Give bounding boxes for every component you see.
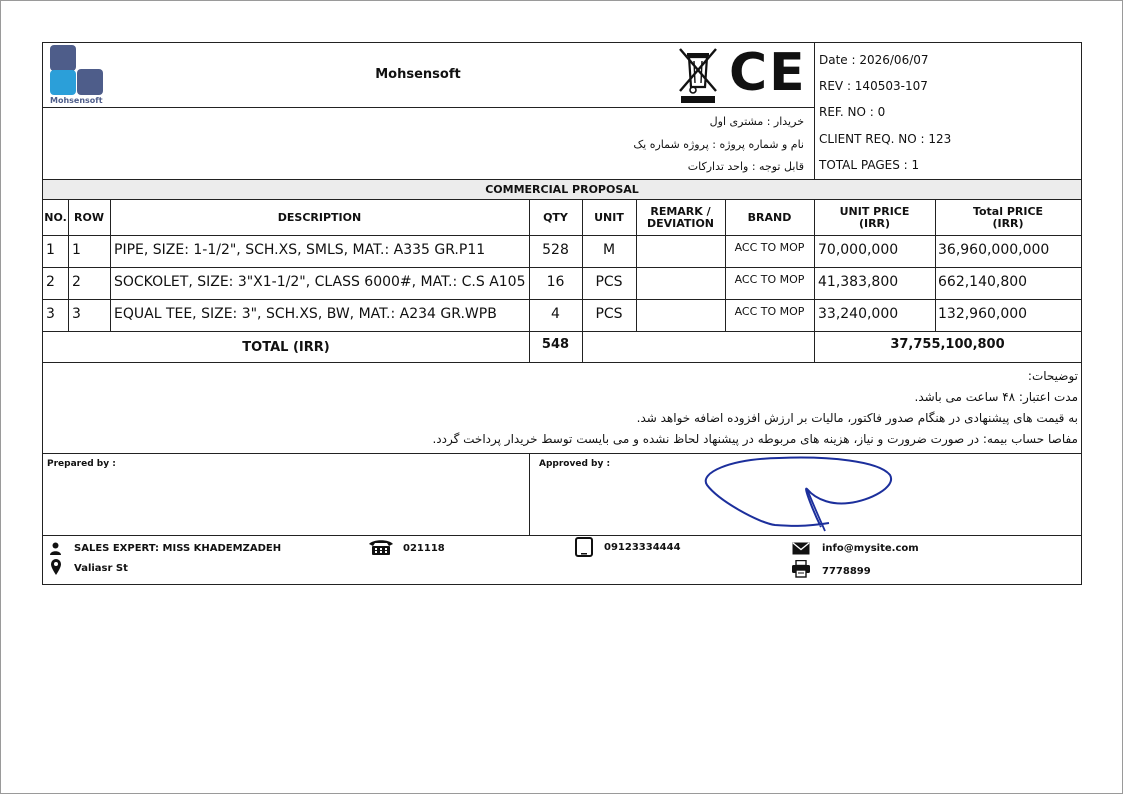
table-row-1-description: PIPE, SIZE: 1-1/2", SCH.XS, SMLS, MAT.: A335 GR.P11 [114, 242, 486, 258]
table-row-2-row: 2 [72, 274, 81, 290]
notes-title: توضیحات: [1027, 369, 1078, 383]
header-mid-divider [43, 107, 814, 108]
mobile-icon [574, 537, 594, 557]
ref-no-label: REF. NO : 0 [819, 105, 886, 119]
weee-bin-icon [677, 45, 719, 105]
rev-label: REV : 140503-107 [819, 79, 928, 93]
table-row-3-bottom [43, 331, 1081, 332]
table-row-1-unit: M [602, 242, 616, 258]
company-name: Mohsensoft [375, 67, 461, 82]
table-row-3-no: 3 [46, 306, 55, 322]
prepared-by-label: Prepared by : [47, 459, 116, 469]
mobile-number: 09123334444 [604, 542, 681, 553]
attention-label: قابل توجه : واحد تدارکات [687, 160, 804, 173]
signature-image [699, 453, 899, 537]
col-divider-1 [68, 200, 69, 331]
company-logo [47, 43, 107, 107]
col-divider-7 [814, 200, 815, 362]
table-row-1-row: 1 [72, 242, 81, 258]
table-row-2-unit: PCS [595, 274, 623, 290]
col-header-remark-line1: REMARK / [650, 205, 711, 218]
col-header-remark-line2: DEVIATION [646, 217, 715, 230]
col-divider-5 [636, 200, 637, 331]
col-header-unit-price-line2: (IRR) [858, 217, 891, 230]
col-header-total-price-line2: (IRR) [992, 217, 1024, 230]
table-row-3-qty: 4 [551, 306, 560, 322]
signature-divider [529, 453, 530, 535]
client-req-label: CLIENT REQ. NO : 123 [819, 132, 952, 146]
table-row-1-bottom [43, 267, 1081, 268]
ce-mark-icon [729, 43, 807, 103]
address: Valiasr St [74, 563, 128, 574]
table-row-2-qty: 16 [546, 274, 565, 290]
table-row-1-total-price: 36,960,000,000 [938, 242, 1050, 258]
col-divider-6 [725, 200, 726, 331]
logo-text: Mohsensoft [50, 96, 103, 105]
fax-printer-icon [791, 560, 811, 578]
table-row-3-unit: PCS [595, 306, 623, 322]
phone-number: 021118 [403, 543, 445, 554]
email-address: info@mysite.com [822, 543, 919, 554]
table-row-3-brand: ACC TO MOP [734, 305, 805, 318]
sales-expert: SALES EXPERT: MISS KHADEMZADEH [74, 543, 282, 554]
table-header-bottom [43, 235, 1081, 236]
notes-bottom [43, 453, 1081, 454]
notes-line-1: مدت اعتبار: ۴۸ ساعت می باشد. [914, 390, 1078, 404]
section-title: COMMERCIAL PROPOSAL [485, 183, 639, 196]
mail-icon [792, 540, 810, 553]
col-divider-2 [110, 200, 111, 331]
table-row-1-no: 1 [46, 242, 55, 258]
table-row-2-brand: ACC TO MOP [734, 273, 805, 286]
notes-line-3: مفاصا حساب بیمه: در صورت ضرورت و نیاز، هزینه های مربوطه در پیشنهاد لحاظ نشده و می بایست توسط خریدار پرداخت گردد. [432, 432, 1078, 446]
col-header-row: ROW [74, 211, 104, 224]
table-row-2-unit-price: 41,383,800 [818, 274, 899, 290]
table-row-2-total-price: 662,140,800 [938, 274, 1028, 290]
fax-number: 7778899 [822, 566, 871, 577]
col-header-description: DESCRIPTION [277, 211, 362, 224]
person-icon [49, 540, 62, 553]
buyer-label: خریدار : مشتری اول [709, 115, 804, 128]
total-amount: 37,755,100,800 [890, 337, 1005, 352]
proposal-document [42, 42, 1082, 585]
total-label: TOTAL (IRR) [242, 340, 330, 355]
table-row-3-description: EQUAL TEE, SIZE: 3", SCH.XS, BW, MAT.: A234 GR.WPB [114, 306, 497, 322]
location-pin-icon [50, 558, 62, 576]
table-row-3-unit-price: 33,240,000 [818, 306, 899, 322]
col-header-total-price-line1: Total PRICE [972, 205, 1044, 218]
ce-mark-text: CE [729, 43, 807, 103]
project-label: نام و شماره پروژه : پروژه شماره یک [633, 138, 804, 151]
col-divider-8 [935, 200, 936, 331]
logo-graphic [47, 43, 107, 95]
table-row-3-row: 3 [72, 306, 81, 322]
col-header-brand: BRAND [747, 211, 792, 224]
col-header-qty: QTY [543, 211, 568, 224]
signature-bottom [43, 535, 1081, 536]
telephone-icon [367, 538, 395, 556]
total-row-bottom [43, 362, 1081, 363]
table-row-2-bottom [43, 299, 1081, 300]
table-row-2-description: SOCKOLET, SIZE: 3"X1-1/2", CLASS 6000#, MAT.: C.S A105 [114, 274, 526, 290]
approved-by-label: Approved by : [539, 459, 611, 469]
table-row-1-qty: 528 [542, 242, 569, 258]
total-pages-label: TOTAL PAGES : 1 [819, 158, 920, 172]
notes-line-2: به قیمت های پیشنهادی در هنگام صدور فاکتور، مالیات بر ارزش افزوده اضافه خواهد شد. [636, 411, 1078, 425]
col-header-unit-price-line1: UNIT PRICE [839, 205, 910, 218]
col-divider-3 [529, 200, 530, 362]
date-label: Date : 2026/06/07 [819, 53, 929, 67]
col-header-no: NO. [44, 211, 67, 224]
header-right-divider [814, 43, 815, 179]
total-qty: 548 [541, 337, 570, 352]
col-divider-4 [582, 200, 583, 362]
table-row-2-no: 2 [46, 274, 55, 290]
table-row-1-unit-price: 70,000,000 [818, 242, 899, 258]
table-row-3-total-price: 132,960,000 [938, 306, 1028, 322]
col-header-unit: UNIT [594, 211, 624, 224]
table-row-1-brand: ACC TO MOP [734, 241, 805, 254]
